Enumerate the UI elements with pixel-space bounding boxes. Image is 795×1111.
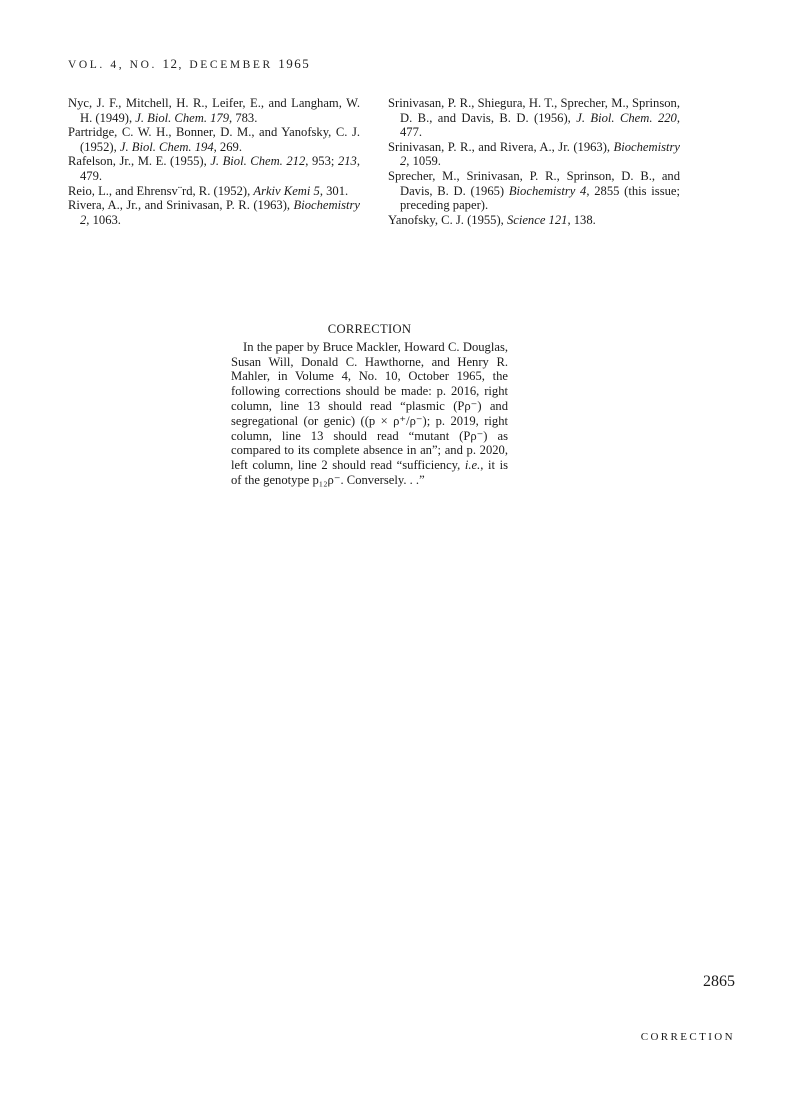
references-left-column — [68, 96, 360, 227]
reference-extra: 213 — [337, 154, 357, 169]
reference-journal: Arkiv Kemi 5 — [253, 183, 320, 198]
reference-entry — [388, 140, 680, 169]
header-year: 1965 — [278, 56, 311, 71]
correction-notice — [231, 322, 508, 488]
reference-pre: Yanofsky, C. J. (1955), — [388, 212, 507, 227]
reference-post: , 477. — [400, 110, 680, 140]
references-right-column — [388, 96, 680, 227]
reference-post: , 1059. — [406, 154, 441, 169]
reference-pre: Sprecher, M., Srinivasan, P. R., Sprinson, D. B., and Davis, B. D. (1965) — [388, 168, 680, 198]
correction-text-segment: , it is of the genotype p₁₂ρ⁻. Conversely. . .” — [231, 458, 508, 487]
reference-entry — [68, 125, 360, 154]
page-number: 2865 — [703, 973, 735, 990]
reference-post: , 1063. — [86, 212, 121, 227]
header-issue: 12 — [162, 56, 179, 71]
correction-body — [231, 340, 508, 488]
correction-text-segment: i.e. — [464, 458, 481, 473]
reference-pre: Rivera, A., Jr., and Srinivasan, P. R. (1963), — [68, 198, 294, 213]
reference-pre: Partridge, C. W. H., Bonner, D. M., and Yanofsky, C. J. (1952), — [68, 125, 360, 154]
reference-journal: J. Biol. Chem. 212 — [210, 154, 306, 169]
correction-text-segment: In the paper by Bruce Mackler, Howard C. Douglas, Susan Will, Donald C. Hawthorne, and Henry R. Mahler, in Volume 4, No. 10, October 1965, the following corrections should be made: p. 2016, right column, line 13 should read “plasmic (Pρ⁻) and segregational (or genic) ((p × ρ⁺/ρ⁻); p. 2019, right column, line 13 should read “mutant (Pρ⁻) as compared to its complete absence in an”; and p. 2020, left column, line 2 should read “sufficiency, — [231, 339, 508, 473]
header-volume: VOL. 4, NO. — [68, 59, 163, 71]
reference-entry — [388, 213, 680, 228]
reference-journal: Science 121 — [506, 212, 568, 227]
reference-pre: Nyc, J. F., Mitchell, H. R., Leifer, E., and Langham, W. H. (1949), — [68, 96, 360, 125]
reference-pre: Srinivasan, P. R., and Rivera, A., Jr. (1963), — [388, 139, 614, 154]
running-footer: CORRECTION — [640, 1031, 735, 1043]
header-month: , DECEMBER — [178, 59, 279, 71]
reference-post: , 138. — [567, 212, 596, 227]
reference-post: , 783. — [229, 110, 258, 125]
reference-journal: J. Biol. Chem. 179 — [135, 110, 230, 125]
reference-entry — [68, 198, 360, 227]
reference-post: , 953; — [305, 154, 338, 169]
reference-pre: Rafelson, Jr., M. E. (1955), — [68, 154, 211, 169]
reference-pre: Srinivasan, P. R., Shiegura, H. T., Sprecher, M., Sprinson, D. B., and Davis, B. D. (1956), — [388, 96, 680, 125]
reference-post: , 2855 (this issue; preceding paper). — [400, 183, 680, 213]
reference-post: , 269. — [213, 139, 242, 154]
reference-journal: Biochemistry 4 — [508, 183, 587, 198]
running-header — [68, 56, 310, 72]
reference-extra-post: , 479. — [80, 154, 360, 183]
reference-entry — [388, 96, 680, 140]
reference-entry — [388, 169, 680, 213]
reference-pre: Reio, L., and Ehrensv¨rd, R. (1952), — [68, 183, 254, 198]
reference-journal: J. Biol. Chem. 194 — [119, 139, 214, 154]
reference-journal: Biochemistry 2 — [400, 139, 680, 169]
reference-entry — [68, 154, 360, 183]
correction-title: CORRECTION — [327, 322, 412, 336]
reference-journal: Biochemistry 2 — [80, 198, 360, 227]
reference-entry — [68, 184, 360, 199]
reference-post: , 301. — [319, 183, 349, 198]
reference-journal: J. Biol. Chem. 220 — [576, 110, 677, 125]
reference-entry — [68, 96, 360, 125]
